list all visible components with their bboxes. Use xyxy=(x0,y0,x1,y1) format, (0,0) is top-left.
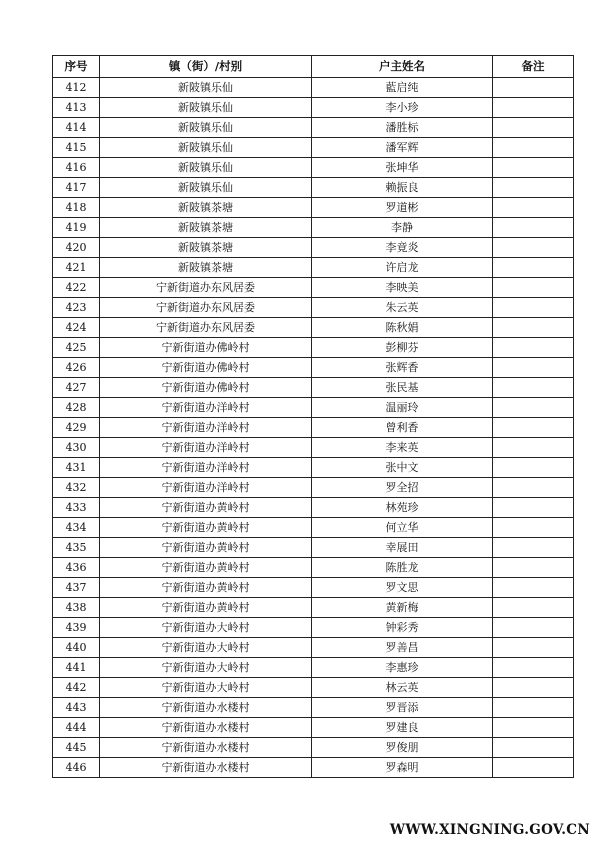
cell-town-village: 宁新街道办大岭村 xyxy=(100,638,312,658)
cell-remark xyxy=(493,338,574,358)
table-row xyxy=(53,678,574,698)
table-header-row xyxy=(53,56,574,78)
cell-remark xyxy=(493,518,574,538)
table-row xyxy=(53,638,574,658)
cell-householder-name: 藍启纯 xyxy=(312,78,493,98)
cell-remark xyxy=(493,378,574,398)
table-row xyxy=(53,238,574,258)
table-row xyxy=(53,478,574,498)
cell-remark xyxy=(493,698,574,718)
cell-remark xyxy=(493,738,574,758)
table-row xyxy=(53,438,574,458)
table-row xyxy=(53,758,574,778)
cell-remark xyxy=(493,138,574,158)
cell-remark xyxy=(493,358,574,378)
cell-town-village: 宁新街道办大岭村 xyxy=(100,678,312,698)
table-row xyxy=(53,578,574,598)
cell-serial-number: 420 xyxy=(53,238,100,258)
cell-serial-number: 442 xyxy=(53,678,100,698)
cell-serial-number: 424 xyxy=(53,318,100,338)
table-row xyxy=(53,358,574,378)
cell-town-village: 宁新街道办洋岭村 xyxy=(100,438,312,458)
cell-serial-number: 430 xyxy=(53,438,100,458)
cell-town-village: 新陂镇茶塘 xyxy=(100,238,312,258)
cell-town-village: 新陂镇茶塘 xyxy=(100,218,312,238)
cell-serial-number: 412 xyxy=(53,78,100,98)
table-row xyxy=(53,618,574,638)
cell-serial-number: 438 xyxy=(53,598,100,618)
cell-remark xyxy=(493,438,574,458)
cell-town-village: 宁新街道办洋岭村 xyxy=(100,478,312,498)
cell-householder-name: 潘军辉 xyxy=(312,138,493,158)
cell-remark xyxy=(493,278,574,298)
cell-serial-number: 413 xyxy=(53,98,100,118)
cell-serial-number: 444 xyxy=(53,718,100,738)
cell-remark xyxy=(493,398,574,418)
cell-town-village: 新陂镇乐仙 xyxy=(100,158,312,178)
table-row xyxy=(53,718,574,738)
cell-remark xyxy=(493,158,574,178)
cell-town-village: 宁新街道办黄岭村 xyxy=(100,498,312,518)
cell-householder-name: 赖振良 xyxy=(312,178,493,198)
cell-town-village: 宁新街道办佛岭村 xyxy=(100,378,312,398)
household-table xyxy=(52,55,574,778)
cell-serial-number: 431 xyxy=(53,458,100,478)
cell-town-village: 宁新街道办黄岭村 xyxy=(100,558,312,578)
table-body xyxy=(53,78,574,778)
cell-serial-number: 446 xyxy=(53,758,100,778)
cell-householder-name: 罗道彬 xyxy=(312,198,493,218)
cell-remark xyxy=(493,318,574,338)
cell-serial-number: 416 xyxy=(53,158,100,178)
table-row xyxy=(53,458,574,478)
cell-town-village: 宁新街道办洋岭村 xyxy=(100,418,312,438)
cell-householder-name: 张坤华 xyxy=(312,158,493,178)
cell-town-village: 新陂镇茶塘 xyxy=(100,258,312,278)
table-row xyxy=(53,278,574,298)
cell-serial-number: 429 xyxy=(53,418,100,438)
cell-householder-name: 林苑珍 xyxy=(312,498,493,518)
cell-serial-number: 428 xyxy=(53,398,100,418)
cell-serial-number: 423 xyxy=(53,298,100,318)
cell-remark xyxy=(493,718,574,738)
cell-remark xyxy=(493,618,574,638)
cell-serial-number: 421 xyxy=(53,258,100,278)
cell-remark xyxy=(493,298,574,318)
table-row xyxy=(53,498,574,518)
cell-serial-number: 422 xyxy=(53,278,100,298)
cell-householder-name: 罗善昌 xyxy=(312,638,493,658)
cell-remark xyxy=(493,238,574,258)
table-row xyxy=(53,158,574,178)
cell-remark xyxy=(493,118,574,138)
table-row xyxy=(53,218,574,238)
cell-town-village: 宁新街道办佛岭村 xyxy=(100,338,312,358)
cell-remark xyxy=(493,558,574,578)
cell-householder-name: 幸展田 xyxy=(312,538,493,558)
cell-serial-number: 419 xyxy=(53,218,100,238)
cell-serial-number: 435 xyxy=(53,538,100,558)
cell-town-village: 宁新街道办黄岭村 xyxy=(100,538,312,558)
cell-householder-name: 李小珍 xyxy=(312,98,493,118)
cell-householder-name: 张民基 xyxy=(312,378,493,398)
table-row xyxy=(53,258,574,278)
cell-town-village: 新陂镇乐仙 xyxy=(100,138,312,158)
table-row xyxy=(53,98,574,118)
table-row xyxy=(53,698,574,718)
cell-remark xyxy=(493,258,574,278)
cell-serial-number: 440 xyxy=(53,638,100,658)
table-row xyxy=(53,558,574,578)
cell-householder-name: 潘胜标 xyxy=(312,118,493,138)
cell-householder-name: 张辉香 xyxy=(312,358,493,378)
table-row xyxy=(53,598,574,618)
cell-town-village: 新陂镇乐仙 xyxy=(100,98,312,118)
cell-serial-number: 439 xyxy=(53,618,100,638)
cell-serial-number: 417 xyxy=(53,178,100,198)
cell-serial-number: 434 xyxy=(53,518,100,538)
cell-remark xyxy=(493,198,574,218)
cell-remark xyxy=(493,418,574,438)
cell-householder-name: 罗建良 xyxy=(312,718,493,738)
cell-remark xyxy=(493,758,574,778)
header-householder-name: 户主姓名 xyxy=(312,56,493,78)
cell-householder-name: 罗全招 xyxy=(312,478,493,498)
table-row xyxy=(53,518,574,538)
cell-town-village: 宁新街道办东风居委 xyxy=(100,298,312,318)
table-row xyxy=(53,398,574,418)
cell-householder-name: 陈秋娟 xyxy=(312,318,493,338)
table-row xyxy=(53,658,574,678)
cell-householder-name: 何立华 xyxy=(312,518,493,538)
header-remark: 备注 xyxy=(493,56,574,78)
cell-town-village: 宁新街道办佛岭村 xyxy=(100,358,312,378)
cell-town-village: 宁新街道办黄岭村 xyxy=(100,518,312,538)
cell-remark xyxy=(493,598,574,618)
cell-serial-number: 437 xyxy=(53,578,100,598)
cell-town-village: 宁新街道办黄岭村 xyxy=(100,578,312,598)
cell-householder-name: 罗文思 xyxy=(312,578,493,598)
cell-town-village: 新陂镇乐仙 xyxy=(100,178,312,198)
header-serial-number: 序号 xyxy=(53,56,100,78)
cell-serial-number: 415 xyxy=(53,138,100,158)
table-row xyxy=(53,338,574,358)
cell-town-village: 宁新街道办水楼村 xyxy=(100,718,312,738)
cell-serial-number: 436 xyxy=(53,558,100,578)
cell-remark xyxy=(493,78,574,98)
cell-serial-number: 427 xyxy=(53,378,100,398)
cell-serial-number: 433 xyxy=(53,498,100,518)
cell-householder-name: 李映美 xyxy=(312,278,493,298)
cell-householder-name: 罗俊朋 xyxy=(312,738,493,758)
cell-remark xyxy=(493,658,574,678)
website-url: WWW.XINGNING.GOV.CN xyxy=(389,822,590,838)
cell-remark xyxy=(493,218,574,238)
cell-town-village: 宁新街道办大岭村 xyxy=(100,658,312,678)
cell-remark xyxy=(493,678,574,698)
cell-town-village: 宁新街道办水楼村 xyxy=(100,698,312,718)
cell-householder-name: 林云英 xyxy=(312,678,493,698)
cell-remark xyxy=(493,178,574,198)
header-town-village: 镇（街）/村别 xyxy=(100,56,312,78)
cell-serial-number: 425 xyxy=(53,338,100,358)
table-row xyxy=(53,738,574,758)
cell-householder-name: 罗森明 xyxy=(312,758,493,778)
cell-serial-number: 441 xyxy=(53,658,100,678)
cell-town-village: 宁新街道办大岭村 xyxy=(100,618,312,638)
cell-town-village: 宁新街道办洋岭村 xyxy=(100,458,312,478)
cell-remark xyxy=(493,478,574,498)
cell-serial-number: 432 xyxy=(53,478,100,498)
cell-remark xyxy=(493,638,574,658)
cell-remark xyxy=(493,458,574,478)
table-row xyxy=(53,118,574,138)
cell-town-village: 新陂镇乐仙 xyxy=(100,118,312,138)
cell-remark xyxy=(493,498,574,518)
cell-town-village: 宁新街道办东风居委 xyxy=(100,278,312,298)
cell-householder-name: 黄新梅 xyxy=(312,598,493,618)
cell-householder-name: 温丽玲 xyxy=(312,398,493,418)
cell-remark xyxy=(493,578,574,598)
cell-householder-name: 李来英 xyxy=(312,438,493,458)
cell-town-village: 宁新街道办水楼村 xyxy=(100,738,312,758)
cell-town-village: 新陂镇茶塘 xyxy=(100,198,312,218)
table-row xyxy=(53,138,574,158)
cell-householder-name: 彭柳芬 xyxy=(312,338,493,358)
cell-serial-number: 443 xyxy=(53,698,100,718)
table-row xyxy=(53,298,574,318)
cell-town-village: 宁新街道办黄岭村 xyxy=(100,598,312,618)
cell-town-village: 宁新街道办东风居委 xyxy=(100,318,312,338)
cell-householder-name: 许启龙 xyxy=(312,258,493,278)
cell-householder-name: 罗晋添 xyxy=(312,698,493,718)
cell-town-village: 宁新街道办洋岭村 xyxy=(100,398,312,418)
table-row xyxy=(53,318,574,338)
cell-remark xyxy=(493,98,574,118)
cell-remark xyxy=(493,538,574,558)
cell-town-village: 新陂镇乐仙 xyxy=(100,78,312,98)
cell-householder-name: 朱云英 xyxy=(312,298,493,318)
cell-serial-number: 445 xyxy=(53,738,100,758)
cell-householder-name: 陈胜龙 xyxy=(312,558,493,578)
table-row xyxy=(53,78,574,98)
cell-householder-name: 李静 xyxy=(312,218,493,238)
cell-householder-name: 曾利香 xyxy=(312,418,493,438)
table-row xyxy=(53,198,574,218)
cell-serial-number: 426 xyxy=(53,358,100,378)
cell-serial-number: 414 xyxy=(53,118,100,138)
cell-householder-name: 钟彩秀 xyxy=(312,618,493,638)
cell-householder-name: 李惠珍 xyxy=(312,658,493,678)
cell-serial-number: 418 xyxy=(53,198,100,218)
table-row xyxy=(53,418,574,438)
table-row xyxy=(53,378,574,398)
cell-householder-name: 张中文 xyxy=(312,458,493,478)
table-row xyxy=(53,178,574,198)
cell-town-village: 宁新街道办水楼村 xyxy=(100,758,312,778)
cell-householder-name: 李竟炎 xyxy=(312,238,493,258)
table-row xyxy=(53,538,574,558)
